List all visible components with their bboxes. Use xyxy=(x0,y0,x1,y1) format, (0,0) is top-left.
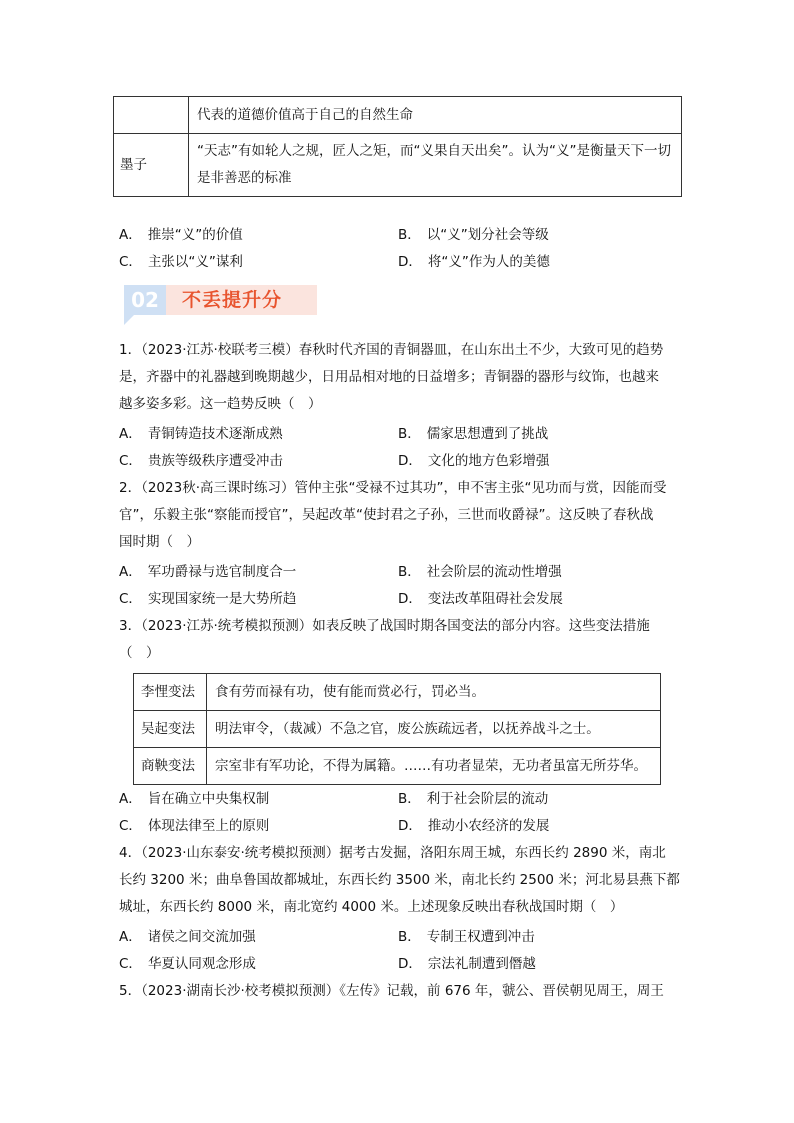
question-5-line: 5．（2023·湖南长沙·校考模拟预测）《左传》记载，前 676 年，虢公、晋侯朝见周王，周王 xyxy=(119,983,664,999)
option-key: A． xyxy=(119,929,142,945)
table-cell-name: 商鞅变法 xyxy=(134,748,207,785)
q4-option-d[interactable] xyxy=(398,954,536,974)
option-key: C． xyxy=(119,956,142,972)
table-cell-name xyxy=(114,97,189,134)
table-cell-text xyxy=(189,97,682,134)
q4-option-b[interactable] xyxy=(398,927,535,947)
option-key: C． xyxy=(119,453,142,469)
option-key: A． xyxy=(119,227,142,243)
option-key: C． xyxy=(119,818,142,834)
q3-option-d[interactable] xyxy=(398,816,549,836)
q2-option-d[interactable] xyxy=(398,589,563,609)
question-4-line: 长约 3200 米；曲阜鲁国故都城址，东西长约 3500 米，南北长约 2500 米；河北易县燕下都 xyxy=(119,872,680,888)
question-1-line: 是，齐器中的礼器越到晚期越少，日用品相对地的日益增多；青铜器的器形与纹饰，也越来 xyxy=(119,369,659,385)
option-text: 推动小农经济的发展 xyxy=(427,818,550,834)
option-key: B． xyxy=(398,929,421,945)
q3-option-a[interactable] xyxy=(119,789,269,809)
option-d[interactable] xyxy=(398,252,550,272)
option-key: A． xyxy=(119,791,142,807)
option-text: 变法改革阻碍社会发展 xyxy=(427,591,563,607)
q3-option-b[interactable] xyxy=(398,789,548,809)
q2-option-c[interactable] xyxy=(119,589,296,609)
option-text: 宗法礼制遭到僭越 xyxy=(427,956,536,972)
option-key: A． xyxy=(119,564,142,580)
cell-text-line: 代表的道德价值高于自己的自然生命 xyxy=(197,106,413,123)
option-text: 青铜铸造技术逐渐成熟 xyxy=(147,426,283,442)
philosophers-table xyxy=(113,96,682,197)
option-key: D． xyxy=(398,818,422,834)
table-cell-text: 明法审令，（裁减）不急之官，废公族疏远者，以抚养战斗之士。 xyxy=(207,711,661,748)
option-text: 文化的地方色彩增强 xyxy=(427,453,550,469)
option-text: 军功爵禄与选官制度合一 xyxy=(147,564,297,580)
q1-option-c[interactable] xyxy=(119,451,283,471)
table-row xyxy=(134,674,661,711)
option-text: 将“义”作为人的美德 xyxy=(427,254,550,270)
option-text: 诸侯之间交流加强 xyxy=(147,929,256,945)
section-number: 02 xyxy=(124,285,166,315)
question-2-line: 官”，乐毅主张“察能而授官”，吴起改革“使封君之子孙，三世而收爵禄”。这反映了春秋战 xyxy=(119,507,654,523)
option-key: C． xyxy=(119,254,142,270)
option-text: 实现国家统一是大势所趋 xyxy=(147,591,297,607)
option-key: B． xyxy=(398,564,421,580)
banner-tail xyxy=(124,315,134,325)
option-text: 推崇“义”的价值 xyxy=(147,227,243,243)
table-row xyxy=(134,748,661,785)
option-key: D． xyxy=(398,591,422,607)
option-text: 主张以“义”谋利 xyxy=(147,254,243,270)
option-key: D． xyxy=(398,453,422,469)
q1-option-a[interactable] xyxy=(119,424,283,444)
table-row xyxy=(114,97,682,134)
option-key: B． xyxy=(398,426,421,442)
option-text: 利于社会阶层的流动 xyxy=(426,791,549,807)
option-text: 贵族等级秩序遭受冲击 xyxy=(147,453,283,469)
q2-option-b[interactable] xyxy=(398,562,562,582)
option-key: A． xyxy=(119,426,142,442)
table-row xyxy=(134,711,661,748)
q1-option-d[interactable] xyxy=(398,451,549,471)
option-key: D． xyxy=(398,956,422,972)
q3-option-c[interactable] xyxy=(119,816,269,836)
question-2-line: 国时期（ ） xyxy=(119,534,200,550)
option-text: 专制王权遭到冲击 xyxy=(426,929,535,945)
q4-option-c[interactable] xyxy=(119,954,256,974)
cell-text-line: “天志”有如轮人之规，匠人之矩，而“义果自天出矣”。认为“义”是衡量天下一切 xyxy=(197,143,671,159)
table-cell-name: 墨子 xyxy=(114,134,189,197)
table-row xyxy=(114,134,682,197)
option-text: 华夏认同观念形成 xyxy=(147,956,256,972)
table-cell-name: 吴起变法 xyxy=(134,711,207,748)
q1-option-b[interactable] xyxy=(398,424,548,444)
section-banner xyxy=(124,285,317,315)
option-b[interactable] xyxy=(398,225,549,245)
table-cell-text: 宗室非有军功论，不得为属籍。……有功者显荣，无功者虽富无所芬华。 xyxy=(207,748,661,785)
option-key: C． xyxy=(119,591,142,607)
question-4-line: 城址，东西长约 8000 米，南北宽约 4000 米。上述现象反映出春秋战国时期（ ） xyxy=(119,899,624,915)
cell-text-line: 是非善恶的标准 xyxy=(197,170,292,186)
question-3-line: 3．（2023·江苏·统考模拟预测）如表反映了战国时期各国变法的部分内容。这些变法措施 xyxy=(119,618,650,634)
question-4-line: 4．（2023·山东泰安·统考模拟预测）据考古发掘，洛阳东周王城，东西长约 2890 米，南北 xyxy=(119,845,666,861)
option-a[interactable] xyxy=(119,225,243,245)
table-cell-text: 食有劳而禄有功，使有能而赏必行，罚必当。 xyxy=(207,674,661,711)
option-text: 社会阶层的流动性增强 xyxy=(426,564,562,580)
option-key: B． xyxy=(398,791,421,807)
option-text: 体现法律至上的原则 xyxy=(147,818,270,834)
q4-option-a[interactable] xyxy=(119,927,256,947)
option-key: B． xyxy=(398,227,421,243)
option-text: 儒家思想遭到了挑战 xyxy=(426,426,549,442)
table-cell-name: 李悝变法 xyxy=(134,674,207,711)
reform-table xyxy=(133,673,661,785)
question-1-line: 1．（2023·江苏·校联考三模）春秋时代齐国的青铜器皿，在山东出土不少，大致可见的趋势 xyxy=(119,342,664,358)
question-2-line: 2．（2023秋·高三课时练习）管仲主张“受禄不过其功”，申不害主张“见功而与赏，因能而受 xyxy=(119,480,667,496)
option-text: 以“义”划分社会等级 xyxy=(426,227,549,243)
q2-option-a[interactable] xyxy=(119,562,296,582)
section-title: 不丢提升分 xyxy=(182,289,283,311)
question-1-line: 越多姿多彩。这一趋势反映（ ） xyxy=(119,396,322,412)
option-key: D． xyxy=(398,254,422,270)
table-cell-text xyxy=(189,134,682,197)
option-c[interactable] xyxy=(119,252,243,272)
question-3-line: （ ） xyxy=(119,645,160,661)
option-text: 旨在确立中央集权制 xyxy=(147,791,270,807)
